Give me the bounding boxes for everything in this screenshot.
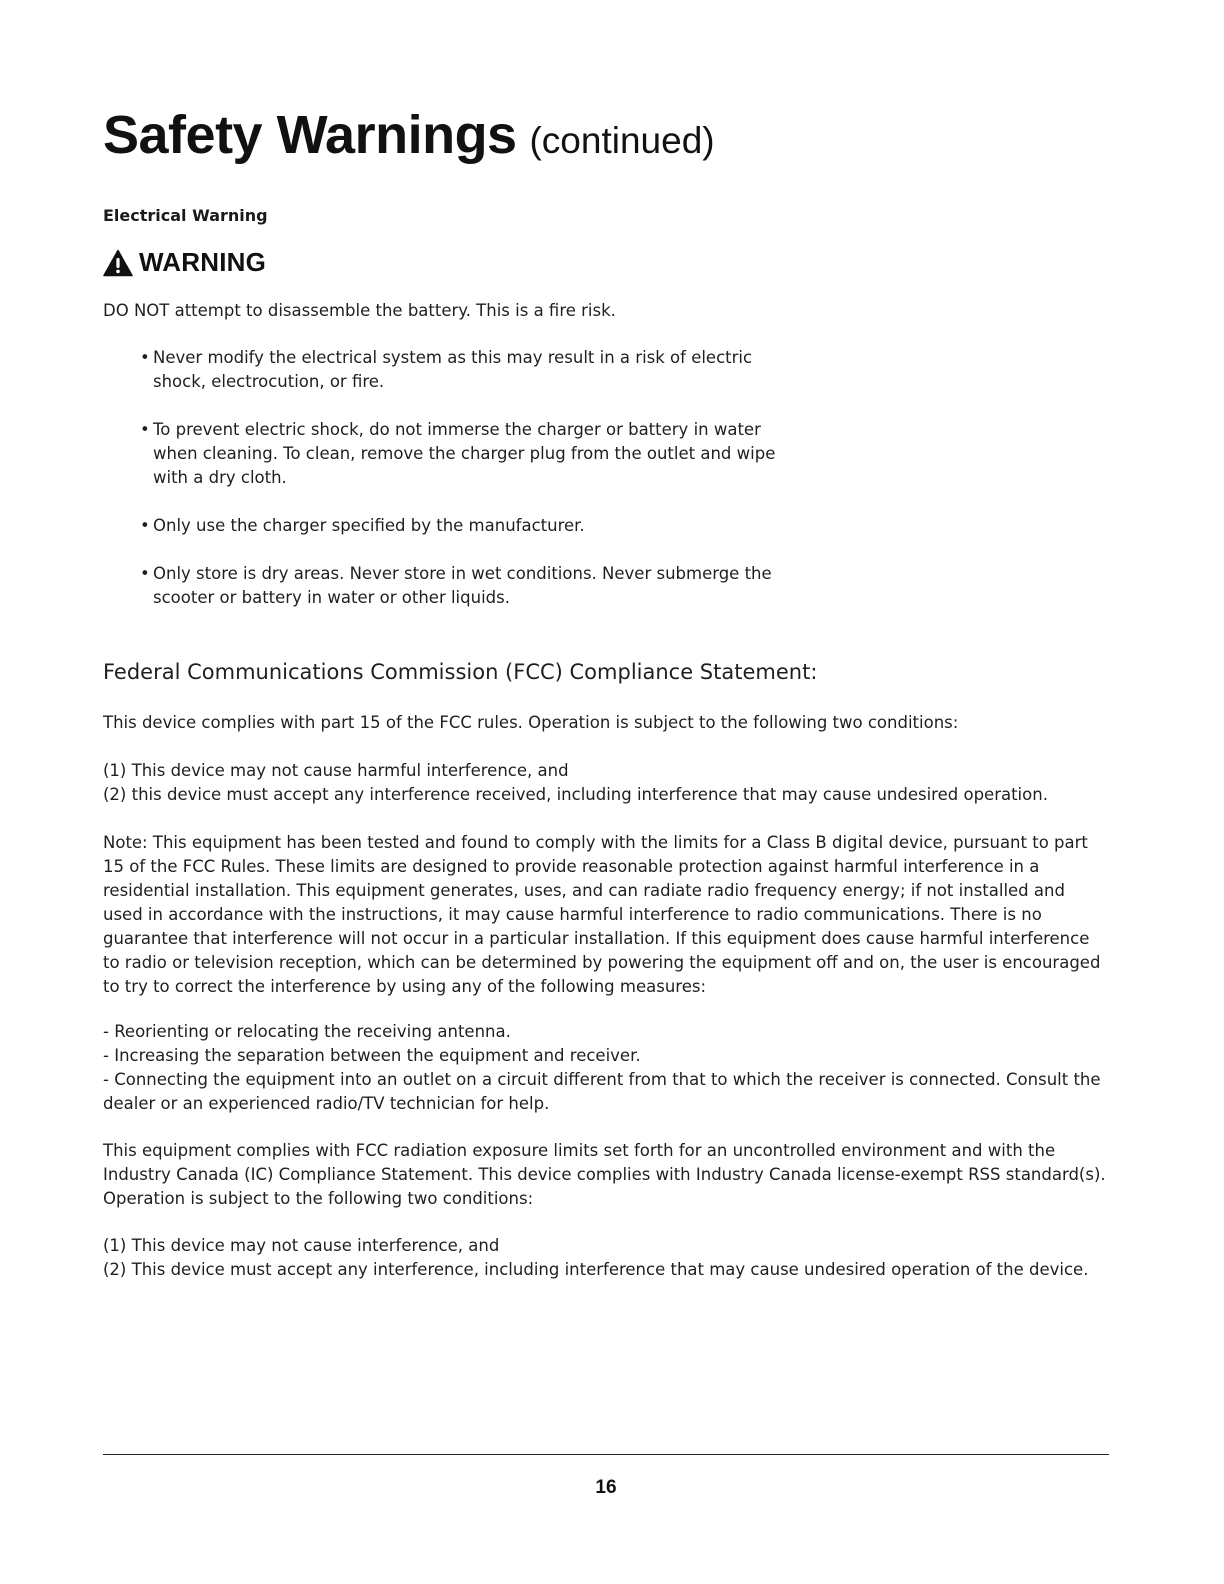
fcc-note: Note: This equipment has been tested and found to comply with the limits for a Class B digital device, pursuant to part 15 of the FCC Rules. These limits are designed to provide reasonable protection against harmful interference in a residential installation. This equipment generates, uses, and can radiate radio frequency energy; if not installed and used in accordance with the instructions, it may cause harmful interference to radio communications. There is no guarantee that interference will not occur in a particular installation. If this equipment does cause harmful interference to radio or television reception, which can be determined by powering the equipment off and on, the user is encouraged to try to correct the interference by using any of the following measures:	[103, 833, 1101, 996]
page-title-main: Safety Warnings	[103, 105, 517, 165]
list-item: • To prevent electric shock, do not immerse the charger or battery in water when cleaning. To clean, remove the charger plug from the outlet and wipe with a dry cloth.	[140, 418, 800, 490]
fcc-intro: This device complies with part 15 of the FCC rules. Operation is subject to the following two conditions:	[103, 713, 959, 732]
fcc-heading: Federal Communications Commission (FCC) Compliance Statement:	[103, 660, 818, 684]
list-item: • Only use the charger specified by the manufacturer.	[140, 514, 800, 538]
list-item: (2) This device must accept any interference, including interference that may cause undesired operation of the device.	[103, 1260, 1089, 1279]
list-item: • Only store is dry areas. Never store in wet conditions. Never submerge the scooter or battery in water or other liquids.	[140, 562, 800, 610]
ic-conditions	[103, 1234, 1109, 1282]
fcc-conditions	[103, 759, 1048, 807]
electrical-warning-list	[140, 346, 800, 634]
page-title-suffix: (continued)	[529, 120, 715, 161]
page-number: 16	[595, 1477, 617, 1498]
fcc-measures	[103, 1020, 1109, 1116]
list-item: (1) This device may not cause harmful interference, and	[103, 761, 569, 780]
page-title	[103, 105, 715, 165]
list-item: (1) This device may not cause interference, and	[103, 1236, 500, 1255]
warning-callout	[103, 247, 266, 278]
warning-label: WARNING	[139, 247, 267, 277]
list-item: - Reorienting or relocating the receiving antenna.	[103, 1022, 511, 1041]
list-item: - Connecting the equipment into an outlet on a circuit different from that to which the receiver is connected. Consult the dealer or an experienced radio/TV technician for help.	[103, 1070, 1101, 1113]
battery-warning-text: DO NOT attempt to disassemble the battery. This is a fire risk.	[103, 301, 616, 320]
list-item: • Never modify the electrical system as this may result in a risk of electric shock, electrocution, or fire.	[140, 346, 800, 394]
manual-page	[103, 0, 1109, 1584]
warning-triangle-icon	[103, 249, 133, 277]
electrical-warning-heading: Electrical Warning	[103, 206, 268, 225]
ic-statement: This equipment complies with FCC radiation exposure limits set forth for an uncontrolled environment and with the Industry Canada (IC) Compliance Statement. This device complies with Industry Canada license-exempt RSS standard(s). Operation is subject to the following two conditions:	[103, 1141, 1106, 1208]
list-item: - Increasing the separation between the equipment and receiver.	[103, 1046, 641, 1065]
list-item: (2) this device must accept any interference received, including interference that may cause undesired operation.	[103, 785, 1048, 804]
footer-divider	[103, 1454, 1109, 1455]
